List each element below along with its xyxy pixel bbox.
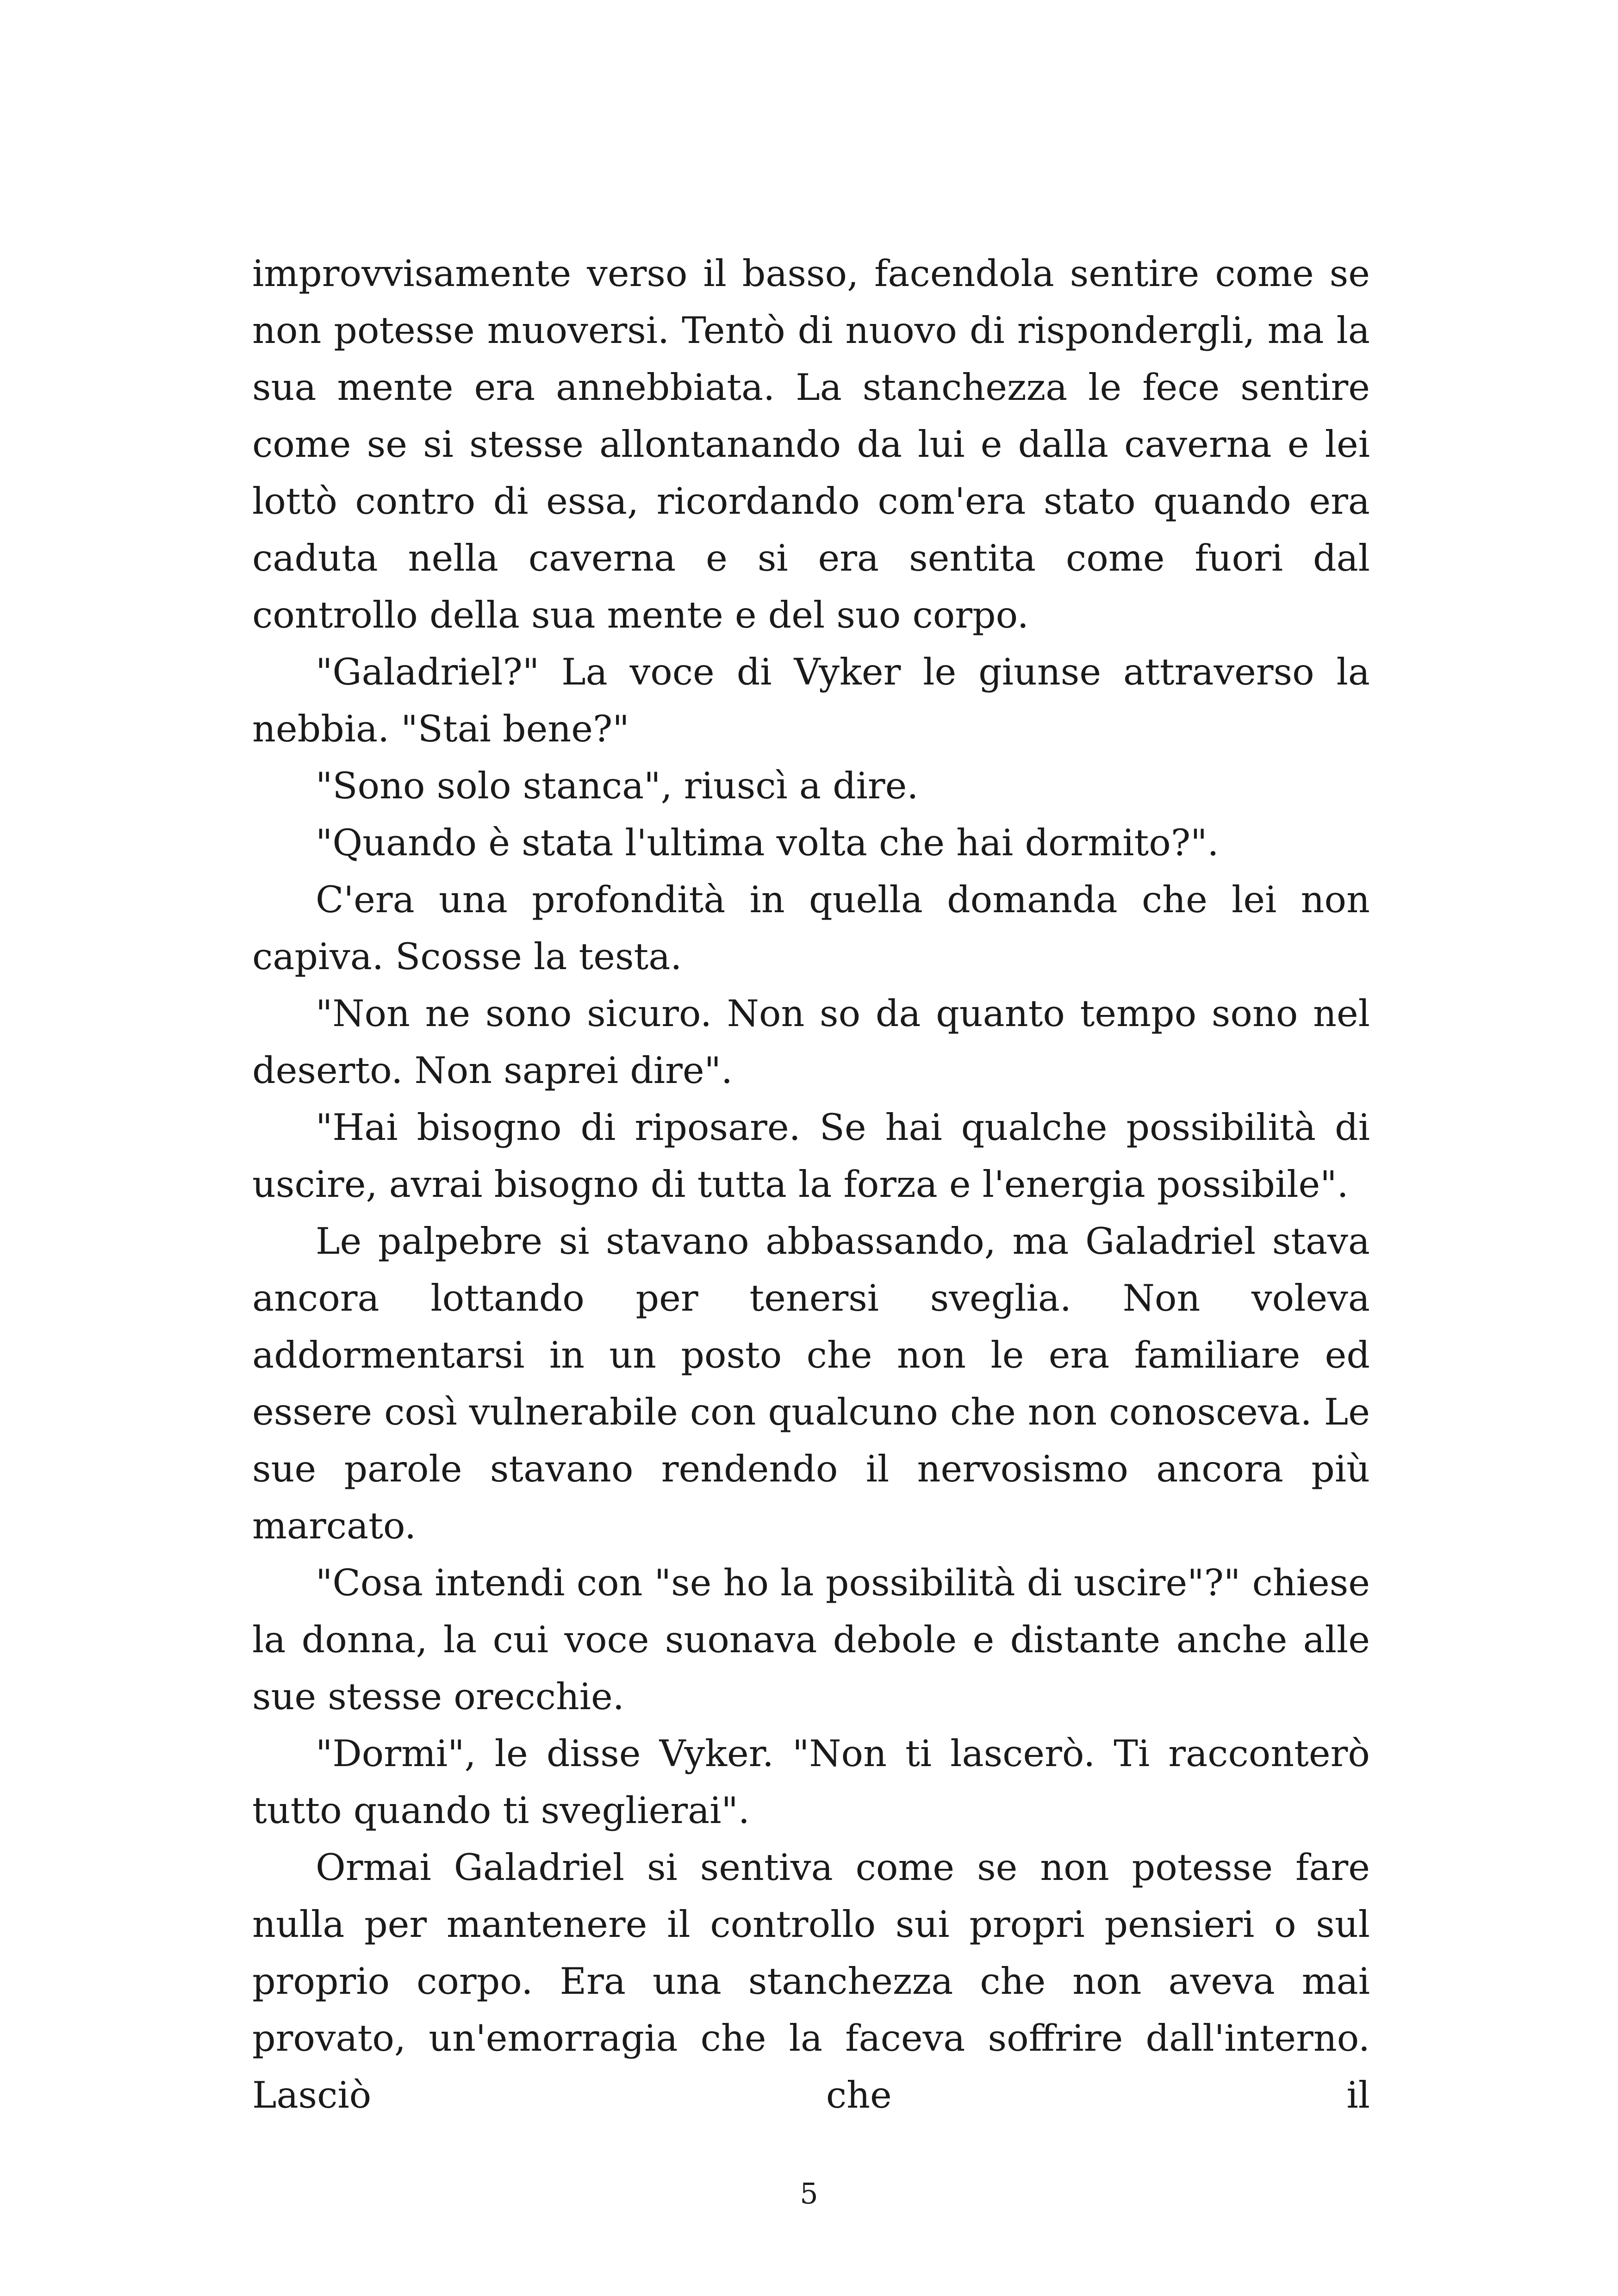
- paragraph-6: "Non ne sono sicuro. Non so da quanto tempo sono nel deserto. Non saprei dire".: [252, 992, 1370, 1092]
- paragraph-11: Ormai Galadriel si sentiva come se non potesse fare nulla per mantenere il controllo sui propri pensieri o sul proprio corpo. Era una stanchezza che non aveva mai provato, un'emorragia che la faceva soffrire dall'interno. Lasciò che il: [252, 1846, 1370, 2116]
- paragraph-5: C'era una profondità in quella domanda che lei non capiva. Scosse la testa.: [252, 878, 1370, 978]
- paragraph-1: improvvisamente verso il basso, facendola sentire come se non potesse muoversi. Tentò di nuovo di rispondergli, ma la sua mente era annebbiata. La stanchezza le fece sentire come se si stesse allontanando da lui e dalla caverna e lei lottò contro di essa, ricordando com'era stato quando era caduta nella caverna e si era sentita come fuori dal controllo della sua mente e del suo corpo.: [252, 252, 1370, 636]
- page-number: 5: [800, 2177, 818, 2210]
- body-text: [252, 245, 1370, 2124]
- paragraph-10: "Dormi", le disse Vyker. "Non ti lascerò. Ti racconterò tutto quando ti sveglierai".: [252, 1732, 1370, 1832]
- paragraph-4: "Quando è stata l'ultima volta che hai dormito?".: [316, 821, 1219, 864]
- paragraph-3: "Sono solo stanca", riuscì a dire.: [316, 765, 919, 807]
- paragraph-7: "Hai bisogno di riposare. Se hai qualche possibilità di uscire, avrai bisogno di tutta la forza e l'energia possibile".: [252, 1106, 1370, 1206]
- paragraph-2: "Galadriel?" La voce di Vyker le giunse attraverso la nebbia. "Stai bene?": [252, 651, 1370, 750]
- paragraph-9: "Cosa intendi con "se ho la possibilità di uscire"?" chiese la donna, la cui voce suonava debole e distante anche alle sue stesse orecchie.: [252, 1562, 1370, 1718]
- paragraph-8: Le palpebre si stavano abbassando, ma Galadriel stava ancora lottando per tenersi sveglia. Non voleva addormentarsi in un posto che non le era familiare ed essere così vulnerabile con qualcuno che non conosceva. Le sue parole stavano rendendo il nervosismo ancora più marcato.: [252, 1220, 1370, 1547]
